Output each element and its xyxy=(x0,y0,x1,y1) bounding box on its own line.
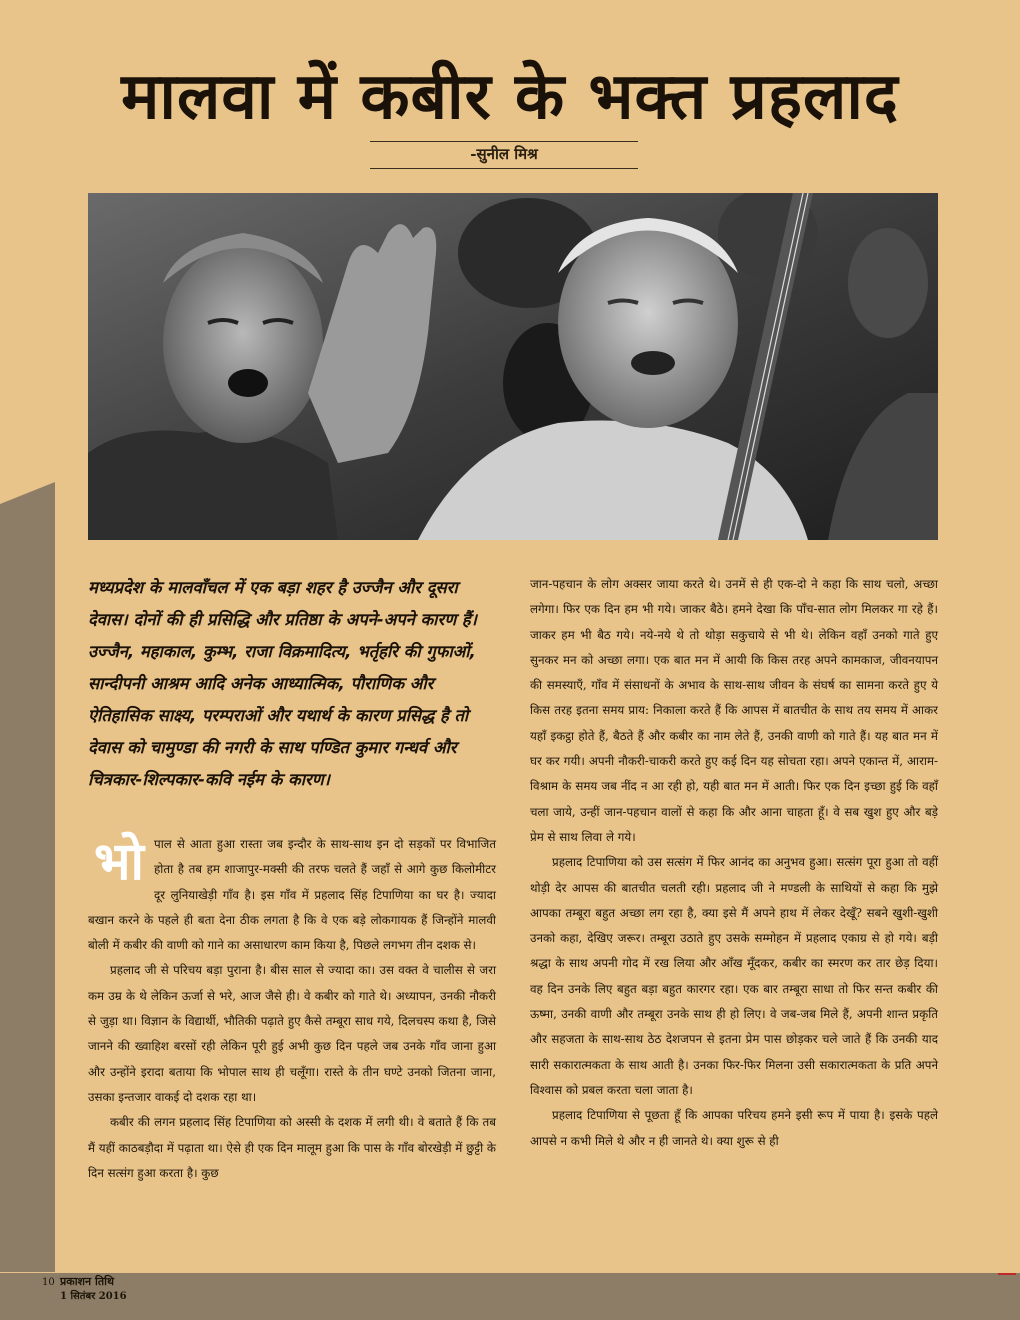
paragraph-2: प्रहलाद जी से परिचय बड़ा पुराना है। बीस साल से ज्यादा का। उस वक्त वे चालीस से जरा कम उम्र के थे लेकिन ऊर्जा से भरे, आज जैसे ही। वे कबीर को गाते थे। अध्यापन, उनकी नौकरी से जुड़ा था। विज्ञान के विद्यार्थी, भौतिकी पढ़ाते हुए कैसे तम्बूरा साध गये, दिलचस्प कथा है, जिसे जानने की ख्वाहिश बरसों रही लेकिन पूरी हुई अभी कुछ दिन पहले जब उनके गाँव जाना हुआ और उन्होंने इरादा बताया कि भोपाल साथ ही चलूँगा। रास्ते के तीन घण्टे उनको जितना जाना, उसका इन्तजार वाकई दो दशक रहा था। xyxy=(88,963,496,1104)
article-byline: -सुनील मिश्र xyxy=(470,145,538,163)
paragraph-1 xyxy=(88,832,496,958)
drop-cap: भो xyxy=(94,832,145,892)
decorative-side-band xyxy=(0,482,55,1272)
paragraph-5: प्रहलाद टिपाणिया को उस सत्संग में फिर आनंद का अनुभव हुआ। सत्संग पूरा हुआ तो वहीं थोड़ी देर आपस की बातचीत चलती रही। प्रहलाद जी ने मण्डली के साथियों से कहा कि मुझे आपका तम्बूरा बहुत अच्छा लग रहा है, क्या इसे मैं अपने हाथ में लेकर देखूँ? सबने खुशी-खुशी उनको कहा, देखिए जरूर। तम्बूरा उठाते हुए उसके सम्मोहन में प्रहलाद एकाग्र से हो गये। बड़ी श्रद्धा के साथ अपनी गोद में रख लिया और आँख मूँदकर, कबीर का स्मरण कर तार छेड़ दिया। वह दिन उनके लिए बहुत बड़ा बहुत कारगर रहा। एक बार तम्बूरा साधा तो फिर सन्त कबीर की ऊष्मा, उनकी वाणी और तम्बूरा उनके साथ ही हो लिए। वे जब-जब मिले हैं, अपनी शान्त प्रकृति और सहजता के साथ-साथ ठेठ देशजपन से इतना प्रेम पास छोड़कर चले जाते हैं कि उनकी याद सारी सकारात्मकता के साथ आती है। उनका फिर-फिर मिलना उसी सकारात्मकता के प्रति अपने विश्वास को प्रबल करता चला जाता है। xyxy=(530,855,938,1097)
article-title: मालवा में कबीर के भक्त प्रहलाद xyxy=(121,60,899,134)
footer-band xyxy=(0,1273,1020,1320)
byline-bottom-rule xyxy=(370,168,638,169)
paragraph-4: जान-पहचान के लोग अक्सर जाया करते थे। उनमें से ही एक-दो ने कहा कि साथ चलो, अच्छा लगेगा। फिर एक दिन हम भी गये। जाकर बैठे। हमने देखा कि पाँच-सात लोग मिलकर गा रहे हैं। जाकर हम भी बैठ गये। नये-नये थे तो थोड़ा सकुचाये से भी थे। लेकिन वहाँ उनको गाते हुए सुनकर मन को अच्छा लगा। एक बात मन में आयी कि किस तरह अपने कामकाज, जीवनयापन की समस्याएँ, गाँव में संसाधनों के अभाव के साथ-साथ जीवन के संघर्ष का सामना करते हुए ये किस तरह इतना समय प्राय: निकाला करते हैं कि आपस में बातचीत के साथ तय समय में आकर यहाँ इकट्ठा होते हैं, बैठते हैं और कबीर का नाम लेते हैं, उनकी वाणी को गाते हैं। यह बात मन में घर कर गयी। अपनी नौकरी-चाकरी करते हुए कई दिन यह सोचता रहा। अपने एकान्त में, आराम-विश्राम के समय जब नींद न आ रही हो, यही बात मन में आती। फिर एक दिन इच्छा हुई कि वहाँ चला जाये, उन्हीं जान-पहचान वालों से कहा कि और आना चाहता हूँ। वे सब खुश हुए और बड़े प्रेम से साथ लिवा ले गये। xyxy=(530,577,938,844)
byline-top-rule xyxy=(370,141,638,142)
publication-date: 1 सितंबर 2016 xyxy=(60,1291,127,1302)
paragraph-3: कबीर की लगन प्रहलाद सिंह टिपाणिया को अस्सी के दशक में लगी थी। वे बताते हैं कि तब मैं यहीं काठबड़ौदा में पढ़ाता था। ऐसे ही एक दिन मालूम हुआ कि पास के गाँव बोरखेड़ी में छुट्टी के दिन सत्संग हुआ करता है। कुछ xyxy=(88,1115,496,1180)
singers-photo xyxy=(88,193,938,540)
right-column xyxy=(530,572,938,1154)
photo-illustration xyxy=(88,193,938,540)
paragraph-6: प्रहलाद टिपाणिया से पूछता हूँ कि आपका परिचय हमने इसी रूप में पाया है। इसके पहले आपसे न कभी मिले थे और न ही जानते थे। क्या शुरू से ही xyxy=(530,1108,938,1148)
left-column xyxy=(88,832,496,1186)
paragraph-1-text: पाल से आता हुआ रास्ता जब इन्दौर के साथ-साथ इन दो सड़कों पर विभाजित होता है तब हम शाजापुर-मक्सी की तरफ चलते हैं जहाँ से आगे कुछ किलोमीटर दूर लुनियाखेड़ी गाँव है। इस गाँव में प्रहलाद सिंह टिपाणिया का घर है। ज्यादा बखान करने के पहले ही बता देना ठीक लगता है कि वे एक बड़े लोकगायक हैं जिन्होंने मालवी बोली में कबीर की वाणी को गाने का असाधारण काम किया है, पिछले लगभग तीन दशक से। xyxy=(88,837,496,953)
page-number: 10 xyxy=(42,1277,55,1288)
publication-name: प्रकाशन तिथि xyxy=(60,1275,114,1288)
footer-accent-mark xyxy=(998,1273,1016,1275)
article-intro: मध्यप्रदेश के मालवाँचल में एक बड़ा शहर है उज्जैन और दूसरा देवास। दोनों की ही प्रसिद्धि और प्रतिष्ठा के अपने-अपने कारण हैं। उज्जैन, महाकाल, कुम्भ, राजा विक्रमादित्य, भर्तृहरि की गुफाओं, सान्दीपनी आश्रम आदि अनेक आध्यात्मिक, पौराणिक और ऐतिहासिक साक्ष्य, परम्पराओं और यथार्थ के कारण प्रसिद्ध है तो देवास को चामुण्डा की नगरी के साथ पण्डित कुमार गन्धर्व और चित्रकार-शिल्पकार-कवि नईम के कारण। xyxy=(88,578,477,789)
